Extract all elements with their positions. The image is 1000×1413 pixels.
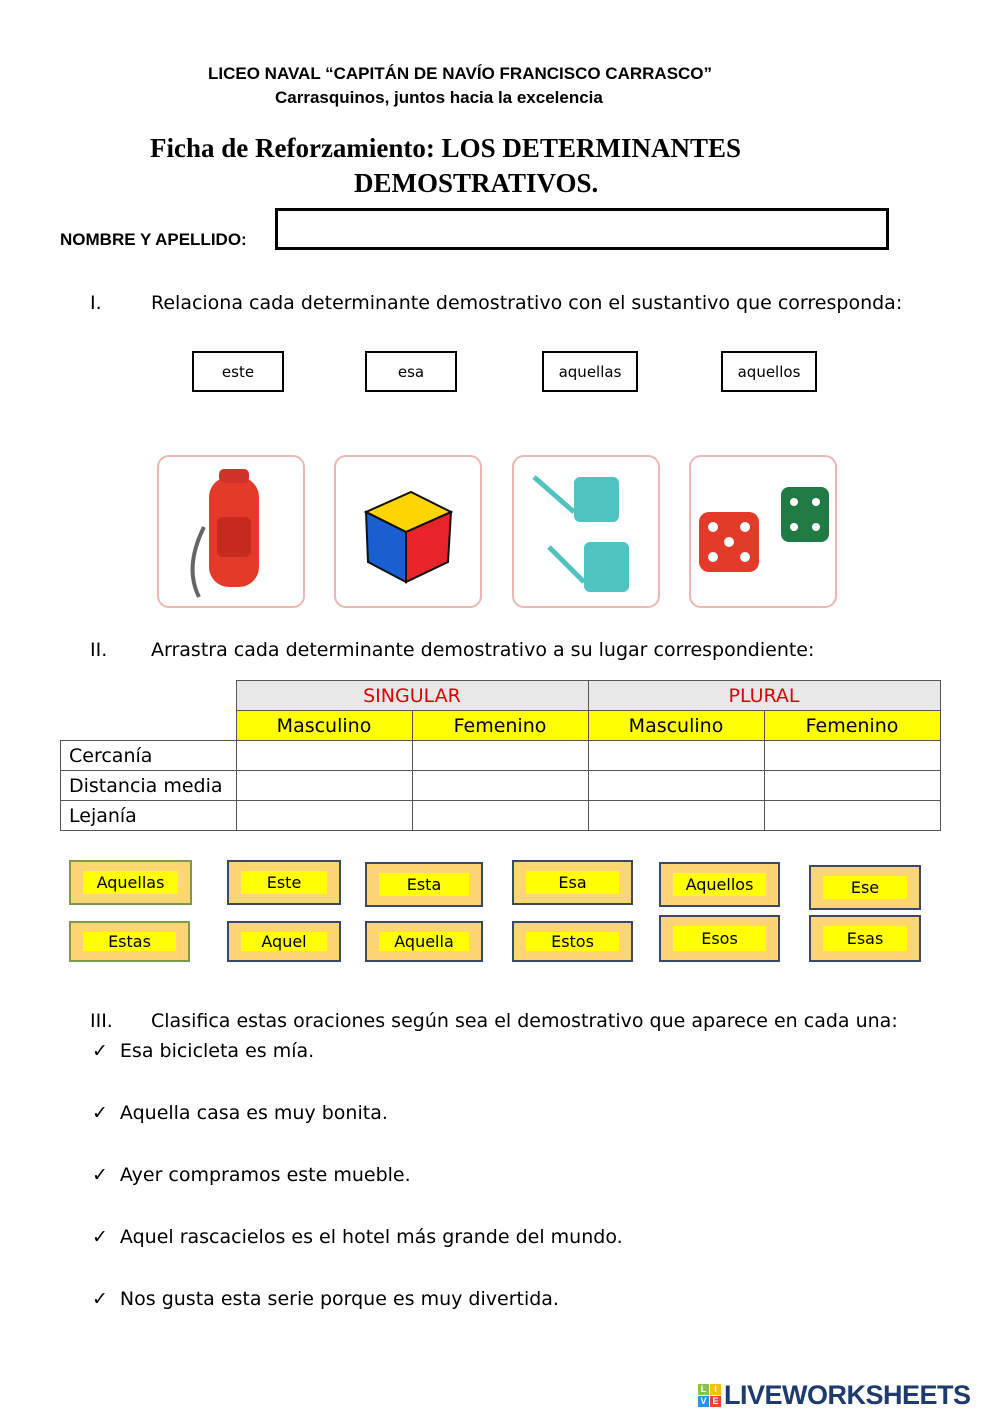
col-femenino: Femenino — [764, 711, 940, 741]
sentence-item[interactable]: ✓ Ayer compramos este mueble. — [92, 1164, 411, 1186]
drop-cell[interactable] — [412, 801, 588, 831]
name-label: NOMBRE Y APELLIDO: — [60, 230, 247, 249]
word-box[interactable]: aquellos — [721, 351, 817, 392]
check-icon: ✓ — [92, 1226, 108, 1248]
watering-cans-image[interactable] — [512, 455, 660, 608]
drag-chip[interactable]: Esta — [365, 862, 483, 907]
dice-image[interactable] — [689, 455, 837, 608]
sentence-item[interactable]: ✓ Esa bicicleta es mía. — [92, 1040, 315, 1062]
drop-cell[interactable] — [412, 771, 588, 801]
dice-icon — [691, 457, 835, 606]
row-label: Cercanía — [61, 741, 237, 771]
drop-cell[interactable] — [764, 741, 940, 771]
section1-number: I. — [90, 292, 102, 314]
backpack-image[interactable] — [157, 455, 305, 608]
word-box[interactable]: aquellas — [542, 351, 638, 392]
drag-chip[interactable]: Aquella — [365, 921, 483, 962]
section2-instruction: Arrastra cada determinante demostrativo a su lugar correspondiente: — [151, 639, 815, 661]
liveworksheets-logo — [698, 1380, 971, 1411]
section1-instruction: Relaciona cada determinante demostrativo con el sustantivo que corresponda: — [151, 292, 903, 314]
check-icon: ✓ — [92, 1288, 108, 1310]
row-label: Lejanía — [61, 801, 237, 831]
drop-cell[interactable] — [764, 801, 940, 831]
drop-cell[interactable] — [588, 771, 764, 801]
check-icon: ✓ — [92, 1164, 108, 1186]
group-singular: SINGULAR — [236, 681, 588, 711]
group-plural: PLURAL — [588, 681, 940, 711]
school-motto: Carrasquinos, juntos hacia la excelencia — [275, 88, 603, 107]
check-icon: ✓ — [92, 1102, 108, 1124]
drag-chip[interactable]: Aquellos — [659, 862, 780, 907]
drag-chip[interactable]: Estas — [69, 921, 190, 962]
col-femenino: Femenino — [412, 711, 588, 741]
drag-chip[interactable]: Esas — [809, 915, 921, 962]
rubiks-cube-image[interactable] — [334, 455, 482, 608]
section2-number: II. — [90, 639, 108, 661]
drag-chip[interactable]: Ese — [809, 865, 921, 910]
rubiks-cube-icon — [336, 457, 480, 606]
drag-chip[interactable]: Aquellas — [69, 860, 192, 905]
title-line2: DEMOSTRATIVOS. — [354, 168, 599, 198]
drag-chip[interactable]: Aquel — [227, 921, 341, 962]
drop-cell[interactable] — [588, 741, 764, 771]
logo-text: LIVEWORKSHEETS — [724, 1380, 971, 1410]
school-name: LICEO NAVAL “CAPITÁN DE NAVÍO FRANCISCO CARRASCO” — [208, 64, 713, 83]
sentence-item[interactable]: ✓ Aquella casa es muy bonita. — [92, 1102, 388, 1124]
check-icon: ✓ — [92, 1040, 108, 1062]
drag-chip[interactable]: Esa — [512, 860, 633, 905]
name-input[interactable] — [275, 208, 889, 250]
sentence-item[interactable]: ✓ Aquel rascacielos es el hotel más grande del mundo. — [92, 1226, 623, 1248]
backpack-icon — [159, 457, 303, 606]
drop-cell[interactable] — [236, 801, 412, 831]
word-box[interactable]: esa — [365, 351, 457, 392]
logo-icon: L I V E — [698, 1384, 721, 1407]
watering-can-icon — [514, 457, 658, 606]
section3-number: III. — [90, 1010, 113, 1032]
drag-chip[interactable]: Este — [227, 860, 341, 905]
row-label: Distancia media — [61, 771, 237, 801]
title-line1: Ficha de Reforzamiento: LOS DETERMINANTES — [150, 133, 741, 163]
word-box[interactable]: este — [192, 351, 284, 392]
drop-cell[interactable] — [412, 741, 588, 771]
col-masculino: Masculino — [588, 711, 764, 741]
drop-cell[interactable] — [764, 771, 940, 801]
col-masculino: Masculino — [236, 711, 412, 741]
drag-chip[interactable]: Esos — [659, 915, 780, 962]
section3-instruction: Clasifica estas oraciones según sea el demostrativo que aparece en cada una: — [151, 1010, 898, 1032]
drop-cell[interactable] — [236, 771, 412, 801]
drop-cell[interactable] — [588, 801, 764, 831]
demonstratives-table — [60, 680, 941, 831]
sentence-item[interactable]: ✓ Nos gusta esta serie porque es muy divertida. — [92, 1288, 559, 1310]
drop-cell[interactable] — [236, 741, 412, 771]
drag-chip[interactable]: Estos — [512, 921, 633, 962]
